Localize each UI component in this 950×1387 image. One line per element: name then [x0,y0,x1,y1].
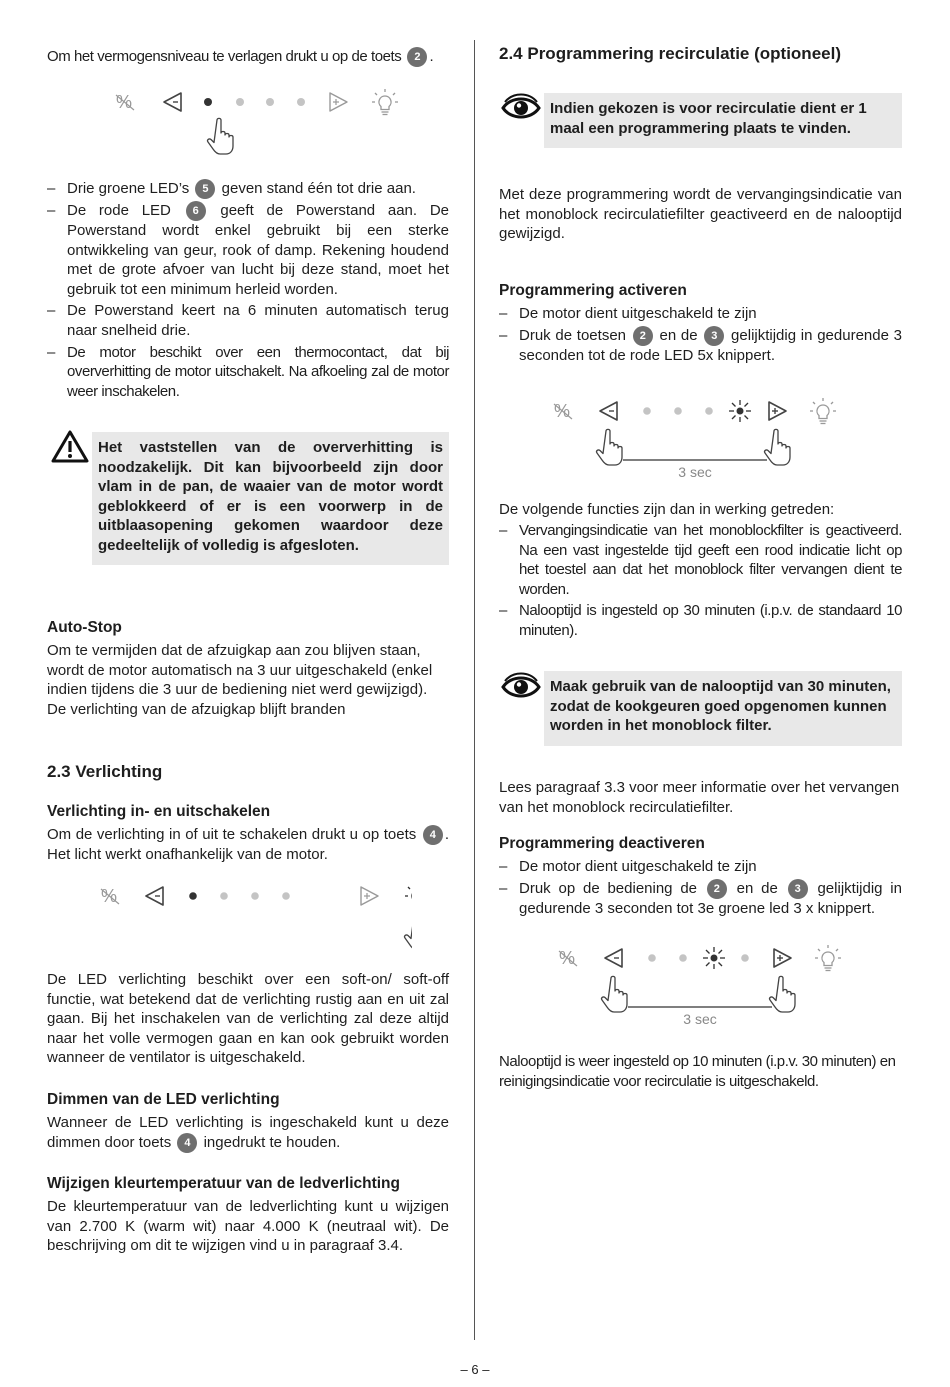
lightbulb-icon-active [405,883,412,909]
key-badge: 2 [707,879,727,899]
key-badge: 2 [633,326,653,346]
activate-heading: Programmering activeren [499,282,687,299]
section-2-3-heading: 2.3 Verlichting [47,762,163,781]
led-dot [251,892,259,900]
dimming-text: Wanneer de LED verlichting is ingeschakeld kunt u deze dimmen door toets 4 ingedrukt te houden. [47,1114,449,1151]
led-softon-text: De LED verlichting beschikt over een soft-on/ soft-off functie, wat betekend dat de verlichting rustig aan en uit zal gaan. Bij het inschakelen van de verlichting zal deze altijd naar het volle vermogen gaan en kan ook gebruikt worden wanneer de ventilator is uitgeschakeld. [47,971,449,1067]
lightbulb-icon [810,398,836,424]
list-item: – De motor dient uitgeschakeld te zijn [499,304,902,324]
led-dot [648,954,656,962]
functions-list [499,521,902,641]
led-dot-active [204,98,212,106]
duration-label: 3 sec [678,464,712,480]
control-panel-diagram-2 [92,876,412,961]
sun-led-icon [703,947,725,969]
plus-triangle-icon [774,949,791,967]
dimming-heading: Dimmen van de LED verlichting [47,1091,280,1108]
percent-icon [554,401,572,421]
list-item: – De Powerstand keert na 6 minuten automatisch terug naar snelheid drie. [47,301,449,340]
key-badge: 4 [423,825,443,845]
programming-text: Met deze programmering wordt de vervangingsindicatie van het monoblock recirculatiefilter geactiveerd en de nalooptijd gewijzigd. [499,186,902,243]
list-item: – Druk de toetsen 2 en de 3 gelijktijdig in gedurende 3 seconden tot de rode LED 5x knippert. [499,326,902,366]
pointing-hand-icon [765,429,790,465]
list-item: – De motor dient uitgeschakeld te zijn [499,857,902,877]
intro-text: Om het vermogensniveau te verlagen drukt u op de toets 2 . [47,48,434,65]
functions-intro: De volgende functies zijn dan in werking getreden: [499,501,835,518]
color-temp-text: De kleurtemperatuur van de ledverlichting kunt u wijzigen van 2.700 K (warm wit) naar 4.000 K (neutraal wit). De beschrijving om dit te wijzigen vind u in paragraaf 3.4. [47,1198,449,1255]
pointing-hand-icon [597,429,622,465]
runtime-note: Maak gebruik van de nalooptijd van 30 minuten, zodat de kookgeuren goed opgenomen kunnen worden in het monoblock filter. [544,671,902,746]
minus-triangle-icon [600,402,617,420]
percent-icon [101,886,119,906]
activation-diagram [549,392,849,487]
lighting-toggle-text: Om de verlichting in of uit te schakelen drukt u op toets 4 . Het licht werkt onafhankelijk van de motor. [47,826,449,863]
warning-icon [51,430,89,464]
minus-triangle-icon [146,887,163,905]
key-badge: 3 [788,879,808,899]
list-item: – Vervangingsindicatie van het monoblockfilter is geactiveerd. Na een vast ingestelde tijd geeft een rood indicatie licht op het toestel aan dat het monoblock filter vervangen dient te worden. [499,521,902,599]
list-item: – De rode LED 6 geeft de Powerstand aan. De Powerstand wordt enkel gebruikt bij een sterke ontwikkeling van geur, rook of damp. Rekening houdend met de grote afvoer van lucht bij deze stand, moet het gebruik tot een minimum herleid worden. [47,201,449,299]
list-item: – Druk op de bediening de 2 en de 3 gelijktijdig in gedurende 3 seconden tot 3e groene led 3 x knippert. [499,879,902,919]
list-item: – Nalooptijd is ingesteld op 30 minuten (i.p.v. de standaard 10 minuten). [499,601,902,640]
lighting-toggle-heading: Verlichting in- en uitschakelen [47,803,271,820]
led-dot [220,892,228,900]
eye-icon [501,92,541,124]
plus-triangle-icon [769,402,786,420]
led-dot [741,954,749,962]
key-badge: 5 [195,179,215,199]
pointing-hand-icon [208,118,233,154]
percent-icon [116,92,134,112]
deactivation-diagram [554,938,854,1033]
lightbulb-icon [815,945,841,971]
warning-note: Het vaststellen van de oververhitting is noodzakelijk. Dit kan bijvoorbeeld zijn door vlam in de pan, de waaier van de motor wordt geblokkeerd of er is een voorwerp in de uitblaasopening gekomen waardoor deze gedeeltelijk of volledig is afgesloten. [92,432,449,565]
autostop-heading: Auto-Stop [47,619,122,636]
duration-label: 3 sec [683,1011,717,1027]
key-badge: 6 [186,201,206,221]
led-dot [679,954,687,962]
list-item: – Drie groene LED’s 5 geven stand één tot drie aan. [47,179,449,199]
led-dot [297,98,305,106]
lightbulb-icon [372,89,398,115]
minus-triangle-icon [605,949,622,967]
led-dot [674,407,682,415]
autostop-text: Om te vermijden dat de afzuigkap aan zou blijven staan, wordt de motor automatisch na 3 uur uitgeschakeld (enkel indien tijdens die 3 uur de bediening niet werd gewijzigd). De verlichting van de afzuigkap blijft branden [47,642,433,718]
sun-led-icon [729,400,751,422]
control-panel-diagram-1 [107,88,407,163]
key-badge: 2 [407,47,427,67]
list-item: – De motor beschikt over een thermocontact, dat bij oververhitting de motor uitschakelt. Na afkoeling zal de motor weer inschakelen. [47,343,449,402]
key-badge: 4 [177,1133,197,1153]
led-dot [643,407,651,415]
deactivate-list [499,857,902,918]
page-number: – 6 – [460,1362,490,1377]
led-dot [266,98,274,106]
section-2-4-heading: 2.4 Programmering recirculatie (optioneel) [499,44,841,63]
pointing-hand-icon [770,976,795,1012]
pointing-hand-icon [405,914,412,950]
led-dot-active [189,892,197,900]
column-divider [474,40,475,1340]
key-badge: 3 [704,326,724,346]
plus-triangle-icon [361,887,378,905]
led-bullet-list [47,179,449,401]
color-temp-heading: Wijzigen kleurtemperatuur van de ledverlichting [47,1175,400,1192]
percent-icon [559,948,577,968]
eye-icon [501,671,541,703]
led-dot [705,407,713,415]
plus-triangle-icon [330,93,347,111]
final-text: Nalooptijd is weer ingesteld op 10 minuten (i.p.v. 30 minuten) en reinigingsindicatie voor recirculatie is uitgeschakeld. [499,1053,896,1090]
led-dot [282,892,290,900]
recirculation-note: Indien gekozen is voor recirculatie dient er 1 maal een programmering plaats te vinden. [544,93,902,148]
minus-triangle-icon [164,93,181,111]
activate-list [499,304,902,365]
read-more-text: Lees paragraaf 3.3 voor meer informatie over het vervangen van het monoblock recirculatiefilter. [499,779,900,816]
led-dot [236,98,244,106]
deactivate-heading: Programmering deactiveren [499,835,705,852]
pointing-hand-icon [602,976,627,1012]
